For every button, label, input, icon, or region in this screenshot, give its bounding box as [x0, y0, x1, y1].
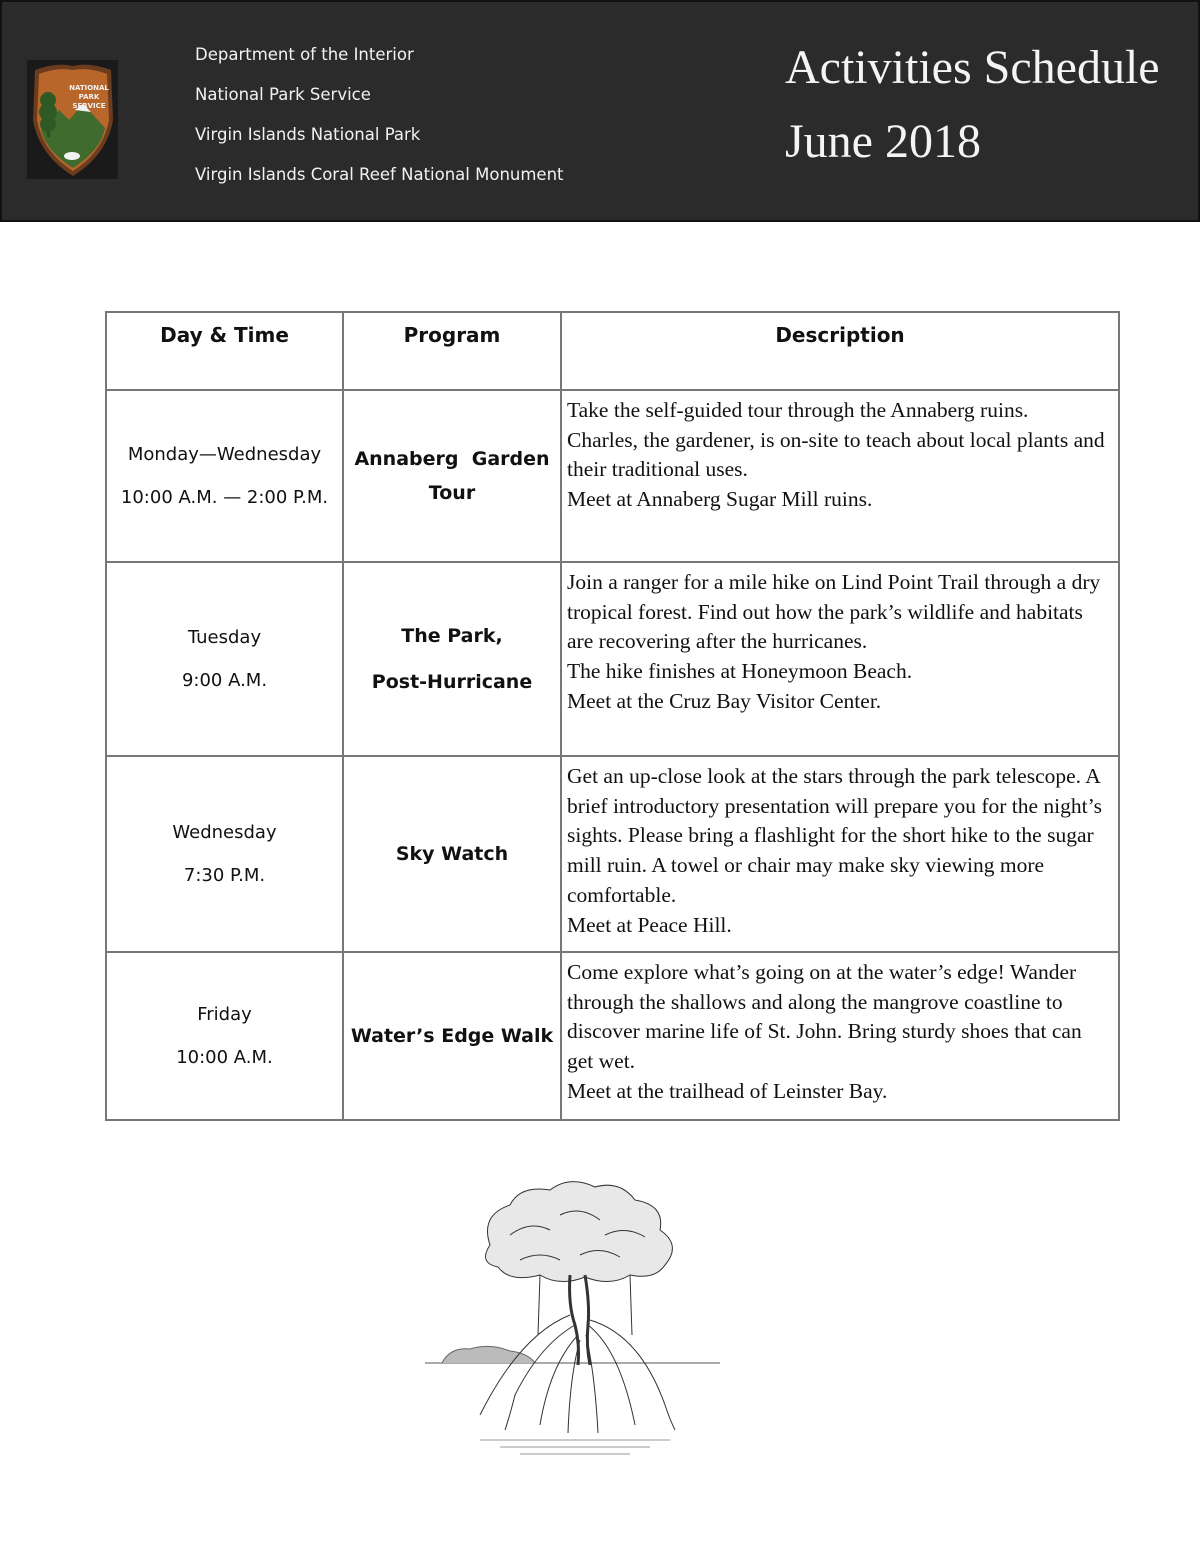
header-program: Program	[343, 312, 561, 390]
program-line: Sky Watch	[395, 843, 509, 865]
description-cell	[561, 390, 1119, 562]
program-cell	[343, 390, 561, 562]
svg-text:SERVICE: SERVICE	[72, 102, 106, 110]
program-cell	[343, 562, 561, 756]
program-line: Annaberg Garden	[354, 448, 550, 470]
day-text: Monday—Wednesday	[127, 444, 322, 465]
time-text: 7:30 P.M.	[183, 865, 266, 886]
time-text: 9:00 A.M.	[181, 670, 268, 691]
schedule-month: June 2018	[785, 115, 981, 168]
program-cell	[343, 756, 561, 952]
table-header-row	[106, 312, 1119, 390]
agency-line-monument: Virgin Islands Coral Reef National Monument	[195, 165, 564, 184]
schedule-table	[105, 311, 1120, 1121]
header-day-time: Day & Time	[106, 312, 343, 390]
description-paragraph: Meet at Peace Hill.	[567, 912, 732, 937]
table-row	[106, 562, 1119, 756]
program-line: Water’s Edge Walk	[350, 1025, 554, 1047]
table-row	[106, 756, 1119, 952]
description-paragraph: Take the self-guided tour through the Annaberg ruins.	[567, 398, 1029, 422]
description-paragraph: Come explore what’s going on at the water’s edge! Wander through the shallows and along the mangrove coastline to discover marine life of St. John. Bring sturdy shoes that can get wet.	[567, 960, 1082, 1074]
table-row	[106, 390, 1119, 562]
day-text: Wednesday	[172, 822, 277, 843]
description-paragraph: Meet at the trailhead of Leinster Bay.	[567, 1078, 888, 1103]
page-title: Activities Schedule	[785, 41, 1160, 94]
table-row	[106, 952, 1119, 1120]
agency-block	[195, 42, 615, 202]
day-text: Tuesday	[187, 627, 262, 648]
program-line: Tour	[428, 482, 476, 504]
description-paragraph: Meet at Annaberg Sugar Mill ruins.	[567, 487, 873, 512]
description-cell	[561, 562, 1119, 756]
agency-line-department: Department of the Interior	[195, 45, 414, 64]
description-paragraph: Meet at the Cruz Bay Visitor Center.	[567, 688, 882, 713]
program-line: The Park,	[401, 625, 503, 647]
description-paragraph: Get an up-close look at the stars through the park telescope. A brief introductory presentation will prepare you for the night’s sights. Please bring a flashlight for the short hike to the sugar mill ruin. A towel or chair may make sky viewing more comfortable.	[567, 764, 1102, 907]
day-text: Friday	[197, 1004, 252, 1025]
description-cell	[561, 952, 1119, 1120]
mangrove-tree-illustration-icon	[420, 1175, 725, 1465]
day-time-cell	[106, 756, 343, 952]
day-time-cell	[106, 562, 343, 756]
time-text: 10:00 A.M. — 2:00 P.M.	[120, 487, 329, 508]
header-banner	[0, 0, 1200, 222]
day-time-cell	[106, 952, 343, 1120]
svg-text:NATIONAL: NATIONAL	[69, 84, 109, 92]
time-text: 10:00 A.M.	[176, 1047, 273, 1068]
nps-arrowhead-logo-icon	[27, 60, 118, 179]
program-cell	[343, 952, 561, 1120]
description-paragraph: Join a ranger for a mile hike on Lind Point Trail through a dry tropical forest. Find out how the park’s wildlife and habitats are recovering after the hurricanes.	[567, 570, 1101, 654]
agency-line-service: National Park Service	[195, 85, 371, 104]
agency-line-park: Virgin Islands National Park	[195, 125, 421, 144]
header-description: Description	[561, 312, 1119, 390]
description-paragraph: The hike finishes at Honeymoon Beach.	[567, 659, 913, 684]
description-paragraph: Charles, the gardener, is on-site to teach about local plants and their traditional uses.	[567, 427, 1105, 482]
description-cell	[561, 756, 1119, 952]
program-line: Post-Hurricane	[371, 671, 533, 693]
svg-text:PARK: PARK	[78, 93, 100, 101]
day-time-cell	[106, 390, 343, 562]
